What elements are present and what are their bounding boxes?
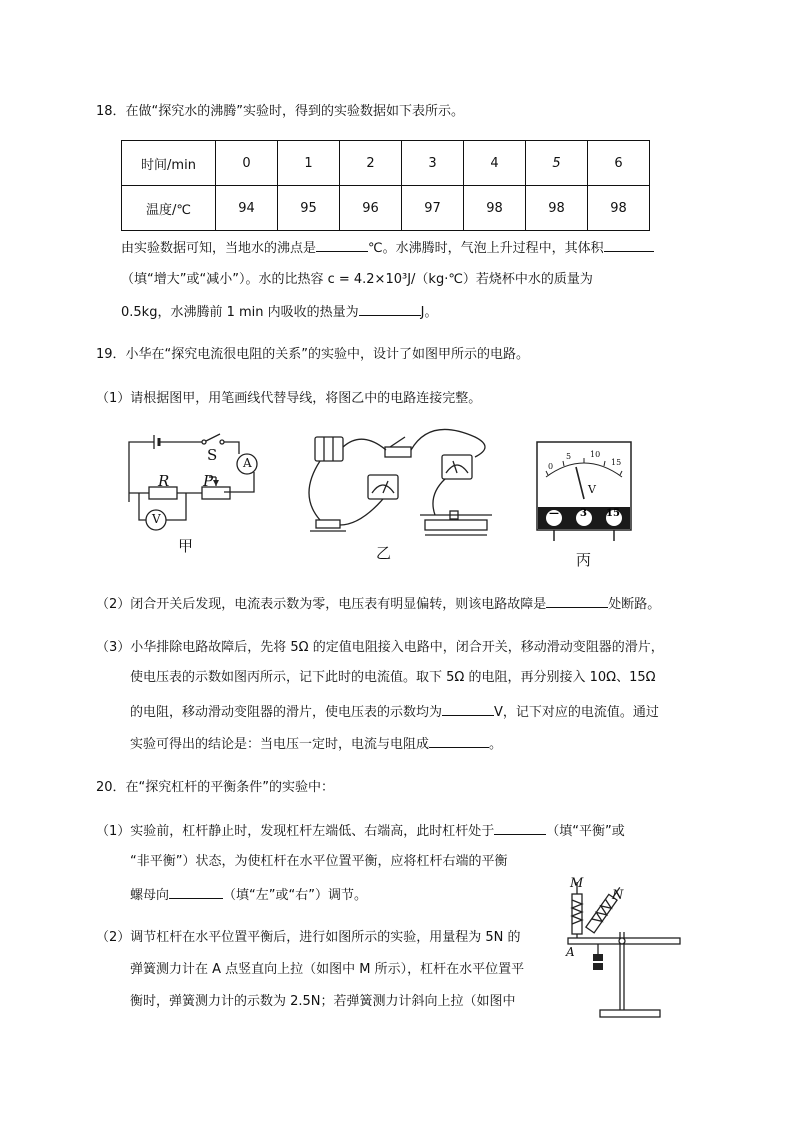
- apparatus-diagram-yi: [300, 425, 500, 550]
- q20-text: 螺母向: [130, 888, 170, 903]
- answer-blank[interactable]: [429, 733, 489, 748]
- q20-part-1-line-1: [96, 820, 625, 842]
- voltmeter-label: V: [152, 512, 161, 526]
- table-row: [122, 141, 650, 186]
- q18-text: J。: [420, 305, 438, 320]
- terminal-15: 15: [606, 508, 620, 519]
- slider-label: P: [203, 472, 214, 490]
- q19-part-1: （1）请根据图甲，用笔画线代替导线，将图乙中的电路连接完整。: [96, 391, 482, 406]
- table-cell: 98: [526, 186, 588, 231]
- q20-text: （填“平衡”或: [546, 824, 625, 839]
- q19-part-3-line-4: [130, 733, 502, 755]
- dial-tick-label: 10: [590, 450, 601, 459]
- answer-blank[interactable]: [169, 884, 223, 899]
- circuit-diagram-jia: [124, 432, 274, 542]
- q20-part-1-line-3: [130, 884, 367, 906]
- answer-blank[interactable]: [359, 301, 421, 316]
- figure-label-jia: 甲: [178, 537, 194, 555]
- q20-text: （1）实验前，杠杆静止时，发现杠杆左端低、右端高，此时杠杆处于: [96, 824, 495, 839]
- q20-part-2-line-1: （2）调节杠杆在水平位置平衡后，进行如图所示的实验，用量程为 5N 的: [96, 930, 521, 945]
- q20-stem: 20．在“探究杠杆的平衡条件”的实验中：: [96, 780, 335, 795]
- q19-stem: 19．小华在“探究电流很电阻的关系”的实验中，设计了如图甲所示的电路。: [96, 347, 530, 362]
- table-cell: 94: [216, 186, 278, 231]
- table-row: [122, 186, 650, 231]
- lever-diagram: [560, 872, 690, 1022]
- q18-line-2: （填“增大”或“减小”）。水的比热容 c = 4.2×10³J/（kg·℃）若烧杯中水的质量为: [121, 272, 593, 287]
- table-cell: 98: [464, 186, 526, 231]
- table-cell: 98: [588, 186, 650, 231]
- dial-tick-label: 0: [548, 462, 554, 471]
- spring-scale-m-label: M: [570, 876, 584, 891]
- q18-line-1: [121, 237, 654, 259]
- q19-part-3-line-1: （3）小华排除电路故障后，先将 5Ω 的定值电阻接入电路中，闭合开关，移动滑动变阻器的滑片，: [96, 640, 664, 655]
- table-cell: 5: [526, 141, 588, 186]
- terminal-3: 3: [580, 508, 587, 519]
- q19-text: （2）闭合开关后发现，电流表示数为零，电压表有明显偏转，则该电路故障是: [96, 597, 547, 612]
- q18-text: 0.5kg，水沸腾前 1 min 内吸收的热量为: [121, 305, 359, 320]
- dial-tick-label: 5: [566, 452, 572, 461]
- table-cell: 2: [340, 141, 402, 186]
- q18-data-table: [121, 140, 650, 231]
- q18-text: ℃。水沸腾时，气泡上升过程中，其体积: [368, 241, 604, 256]
- table-cell: 1: [278, 141, 340, 186]
- ammeter-label: A: [243, 456, 252, 470]
- answer-blank[interactable]: [494, 820, 546, 835]
- table-cell: 97: [402, 186, 464, 231]
- answer-blank[interactable]: [604, 237, 654, 252]
- table-cell: 0: [216, 141, 278, 186]
- q19-text: 实验可得出的结论是：当电压一定时，电流与电阻成: [130, 737, 430, 752]
- q19-text: V，记下对应的电流值。通过: [494, 705, 659, 720]
- terminal-negative: —: [549, 508, 559, 519]
- point-a-label: A: [566, 945, 575, 959]
- figure-label-yi: 乙: [376, 544, 392, 562]
- dial-tick-label: 15: [611, 458, 622, 467]
- q18-line-3: [121, 301, 437, 323]
- table-header-time: 时间/min: [122, 141, 216, 186]
- q19-text: 的电阻，移动滑动变阻器的滑片，使电压表的示数均为: [130, 705, 443, 720]
- table-cell: 96: [340, 186, 402, 231]
- table-header-temperature: 温度/℃: [122, 186, 216, 231]
- answer-blank[interactable]: [442, 701, 494, 716]
- q19-text: 处断路。: [608, 597, 661, 612]
- table-cell: 4: [464, 141, 526, 186]
- figure-label-bing: 丙: [576, 551, 592, 569]
- spring-scale-n-label: N: [612, 888, 624, 903]
- q18-stem: 18．在做“探究水的沸腾”实验时，得到的实验数据如下表所示。: [96, 104, 465, 119]
- q20-part-2-line-3: 衡时，弹簧测力计的示数为 2.5N；若弹簧测力计斜向上拉（如图中: [130, 994, 516, 1009]
- table-cell: 3: [402, 141, 464, 186]
- switch-label: S: [207, 446, 218, 464]
- resistor-label: R: [158, 472, 170, 490]
- dial-unit-label: V: [588, 483, 596, 496]
- q18-text: 由实验数据可知，当地水的沸点是: [121, 241, 317, 256]
- q20-part-2-line-2: 弹簧测力计在 A 点竖直向上拉（如图中 M 所示），杠杆在水平位置平: [130, 962, 525, 977]
- table-cell: 95: [278, 186, 340, 231]
- q19-part-2: [96, 593, 660, 615]
- q20-text: （填“左”或“右”）调节。: [223, 888, 367, 903]
- answer-blank[interactable]: [316, 237, 368, 252]
- q19-part-3-line-3: [130, 701, 659, 723]
- answer-blank[interactable]: [546, 593, 608, 608]
- q19-part-3-line-2: 使电压表的示数如图丙所示，记下此时的电流值。取下 5Ω 的电阻，再分别接入 10Ω、15Ω: [130, 670, 656, 685]
- table-cell: 6: [588, 141, 650, 186]
- q20-part-1-line-2: “非平衡”）状态，为使杠杆在水平位置平衡，应将杠杆右端的平衡: [130, 854, 508, 869]
- q19-text: 。: [489, 737, 503, 752]
- voltmeter-dial-bing: [536, 441, 632, 541]
